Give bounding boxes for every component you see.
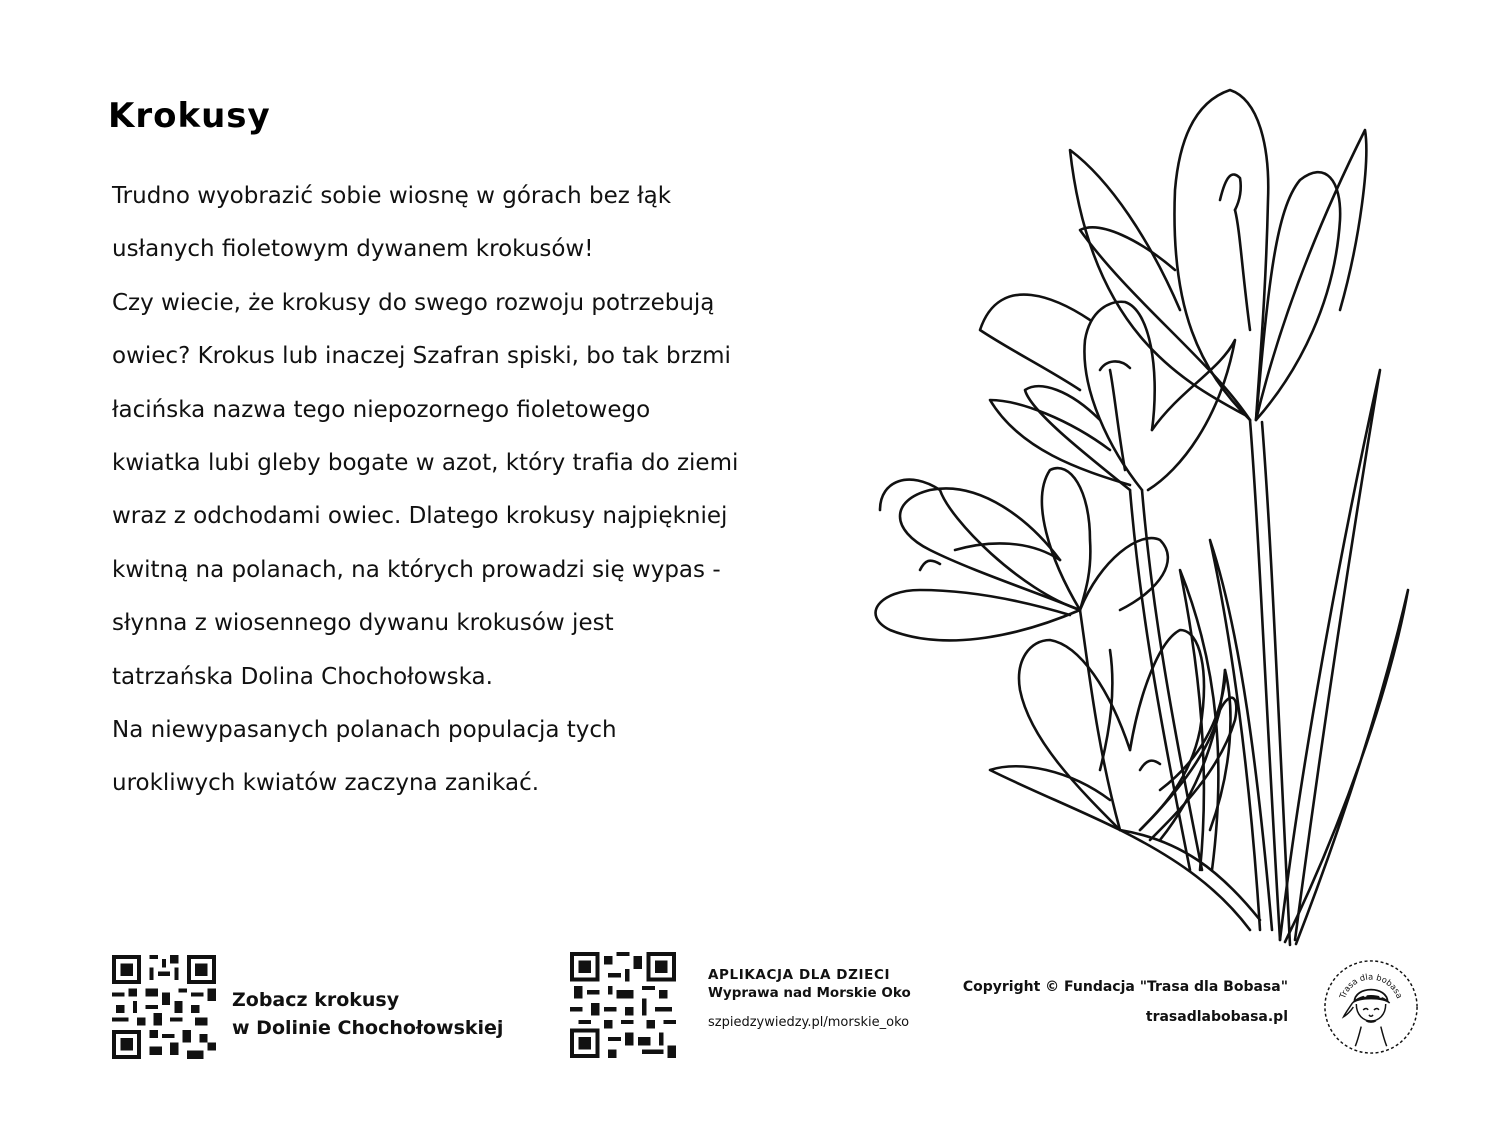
logo-text: Trasa dla bobasa	[1337, 971, 1405, 1000]
app-subtitle: Wyprawa nad Morskie Oko	[708, 985, 911, 1001]
body-line: owiec? Krokus lub inaczej Szafran spiski, bo tak brzmi	[112, 343, 731, 370]
body-line: kwitną na polanach, na których prowadzi się wypas -	[112, 556, 721, 583]
crocus-flowers-illustration	[780, 70, 1420, 950]
qr-caption-line: Zobacz krokusy	[232, 989, 400, 1011]
qr-code-icon[interactable]	[112, 955, 216, 1059]
body-line: Czy wiecie, że krokusy do swego rozwoju potrzebują	[112, 289, 715, 316]
body-text	[112, 170, 772, 811]
body-line: urokliwych kwiatów zaczyna zanikać.	[112, 770, 540, 797]
qr-caption	[232, 986, 503, 1042]
body-line: słynna z wiosennego dywanu krokusów jest	[112, 610, 614, 637]
qr-code-icon[interactable]	[570, 952, 676, 1058]
body-line: Trudno wyobrazić sobie wiosnę w górach bez łąk	[112, 183, 672, 209]
app-title: APLIKACJA DLA DZIECI	[708, 967, 891, 983]
qr-caption-line: w Dolinie Chochołowskiej	[232, 1017, 504, 1039]
app-info	[708, 966, 911, 1030]
body-line: kwiatka lubi gleby bogate w azot, który trafia do ziemi	[112, 450, 739, 477]
page-title: Krokusy	[108, 96, 271, 136]
copyright-text: Copyright © Fundacja "Trasa dla Bobasa"	[962, 979, 1288, 995]
body-line: łacińska nazwa tego niepozornego fioletowego	[112, 396, 651, 423]
copyright-block	[963, 976, 1288, 1028]
body-line: wraz z odchodami owiec. Dlatego krokusy najpiękniej	[112, 503, 728, 530]
body-line: Na niewypasanych polanach populacja tych	[112, 717, 617, 744]
body-line: tatrzańska Dolina Chochołowska.	[112, 663, 493, 690]
app-url-link[interactable]: szpiedzywiedzy.pl/morskie_oko	[708, 1015, 910, 1030]
website-link[interactable]: trasadlabobasa.pl	[1145, 1009, 1288, 1025]
trasa-dla-bobasa-logo	[1322, 958, 1420, 1056]
body-line: usłanych fioletowym dywanem krokusów!	[112, 236, 594, 263]
